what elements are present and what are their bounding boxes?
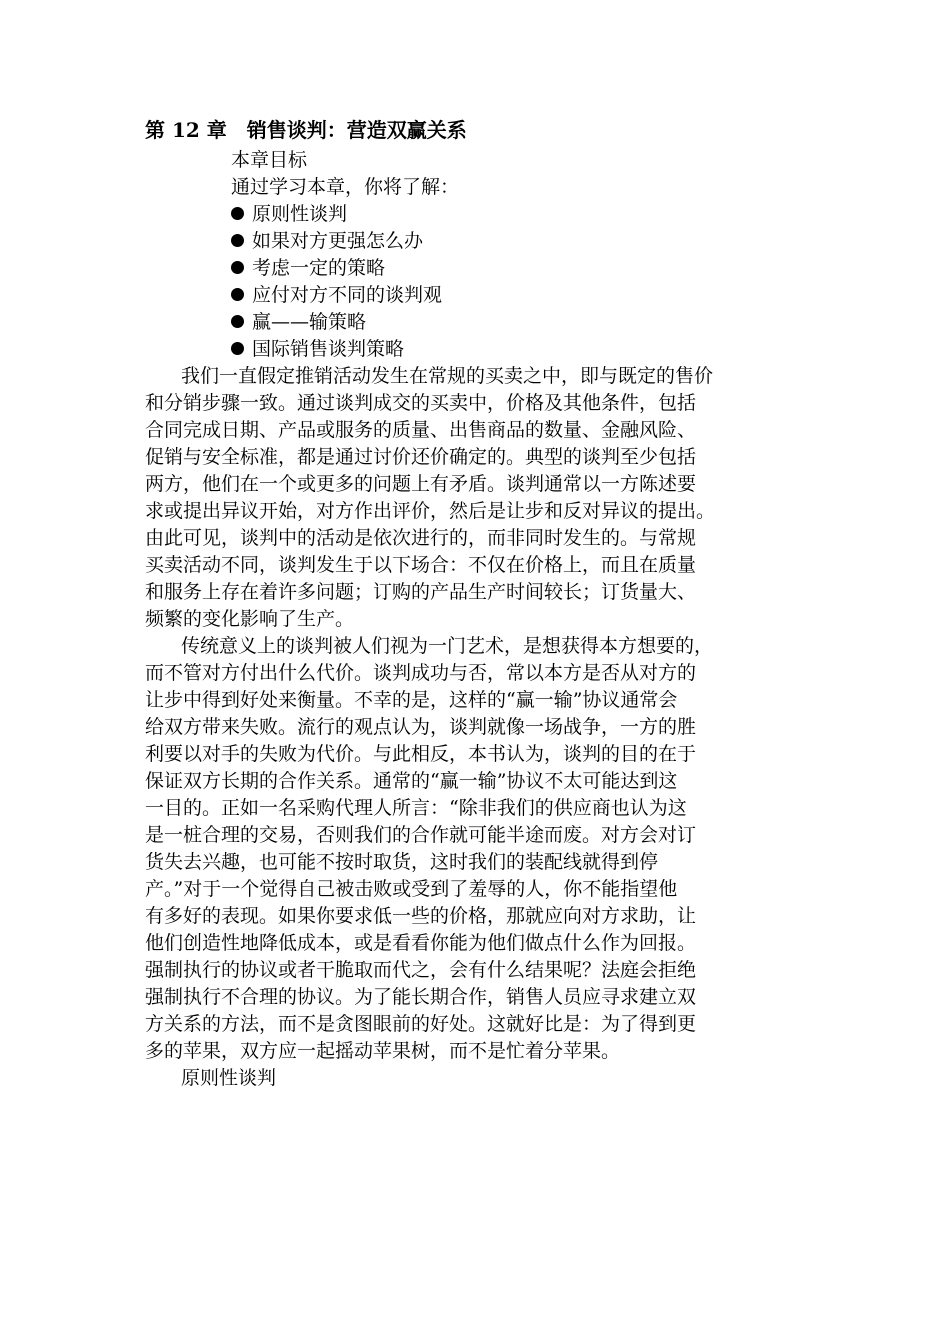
paragraph-line: 买卖活动不同，谈判发生于以下场合：不仅在价格上，而且在质量 (145, 554, 697, 576)
paragraph-line: 强制执行不合理的协议。为了能长期合作，销售人员应寻求建立双 (145, 986, 697, 1008)
bullet-dot-icon (231, 207, 244, 220)
paragraph-line: 让步中得到好处来衡量。不幸的是，这样的“赢一输”协议通常会 (145, 689, 678, 711)
paragraph-line: 求或提出异议开始，对方作出评价，然后是让步和反对异议的提出。 (145, 500, 716, 522)
document-page (145, 113, 810, 1092)
paragraph-line: 传统意义上的谈判被人们视为一门艺术，是想获得本方想要的， (181, 635, 714, 657)
paragraph-line: 给双方带来失败。流行的观点认为，谈判就像一场战争，一方的胜 (145, 716, 697, 738)
bullet-dot-icon (231, 288, 244, 301)
paragraph-line: 频繁的变化影响了生产。 (145, 608, 355, 630)
body-paragraph-1 (145, 363, 810, 633)
goals-list-item (231, 255, 810, 282)
paragraph-line: 我们一直假定推销活动发生在常规的买卖之中，即与既定的售价 (181, 365, 714, 387)
paragraph-line: 有多好的表现。如果你要求低一些的价格，那就应向对方求助，让 (145, 905, 697, 927)
bullet-text: 考虑一定的策略 (252, 257, 386, 279)
paragraph-line: 而不管对方付出什么代价。谈判成功与否，常以本方是否从对方的 (145, 662, 697, 684)
chapter-goals (145, 147, 810, 363)
bullet-dot-icon (231, 315, 244, 328)
paragraph-line: 是一桩合理的交易，否则我们的合作就可能半途而废。对方会对订 (145, 824, 697, 846)
goals-list-item (231, 201, 810, 228)
bullet-text: 应付对方不同的谈判观 (252, 284, 443, 306)
paragraph-line: 和分销步骤一致。通过谈判成交的买卖中，价格及其他条件，包括 (145, 392, 697, 414)
bullet-text: 国际销售谈判策略 (252, 338, 405, 360)
paragraph-line: 货失去兴趣，也可能不按时取货，这时我们的装配线就得到停 (145, 851, 659, 873)
bullet-dot-icon (231, 342, 244, 355)
paragraph-line: 和服务上存在着许多问题；订购的产品生产时间较长；订货量大、 (145, 581, 697, 603)
paragraph-line: 两方，他们在一个或更多的问题上有矛盾。谈判通常以一方陈述要 (145, 473, 697, 495)
paragraph-line: 产。”对于一个觉得自己被击败或受到了羞辱的人，你不能指望他 (145, 878, 678, 900)
paragraph-line: 利要以对手的失败为代价。与此相反，本书认为，谈判的目的在于 (145, 743, 697, 765)
bullet-text: 赢——输策略 (252, 311, 367, 333)
bullet-dot-icon (231, 261, 244, 274)
paragraph-line: 他们创造性地降低成本，或是看看你能为他们做点什么作为回报。 (145, 932, 697, 954)
body-paragraph-2 (145, 633, 810, 1065)
goals-list-item (231, 336, 810, 363)
bullet-text: 如果对方更强怎么办 (252, 230, 424, 252)
paragraph-line: 一目的。正如一名采购代理人所言：“除非我们的供应商也认为这 (145, 797, 687, 819)
paragraph-line: 多的苹果，双方应一起摇动苹果树，而不是忙着分苹果。 (145, 1040, 621, 1062)
paragraph-line: 强制执行的协议或者干脆取而代之，会有什么结果呢？法庭会拒绝 (145, 959, 697, 981)
section-heading: 原则性谈判 (181, 1067, 277, 1089)
goals-list-item (231, 282, 810, 309)
bullet-text: 原则性谈判 (252, 203, 348, 225)
goals-heading: 本章目标 (231, 149, 308, 171)
paragraph-line: 保证双方长期的合作关系。通常的“赢一输”协议不太可能达到这 (145, 770, 678, 792)
bullet-dot-icon (231, 234, 244, 247)
goals-list (231, 201, 810, 363)
paragraph-line: 由此可见，谈判中的活动是依次进行的，而非同时发生的。与常规 (145, 527, 697, 549)
paragraph-line: 合同完成日期、产品或服务的质量、出售商品的数量、金融风险、 (145, 419, 697, 441)
goals-list-item (231, 309, 810, 336)
paragraph-line: 方关系的方法，而不是贪图眼前的好处。这就好比是：为了得到更 (145, 1013, 697, 1035)
paragraph-line: 促销与安全标准，都是通过讨价还价确定的。典型的谈判至少包括 (145, 446, 697, 468)
goals-list-item (231, 228, 810, 255)
chapter-title: 第 12 章 销售谈判：营造双赢关系 (145, 118, 467, 142)
goals-intro: 通过学习本章，你将了解： (231, 176, 460, 198)
